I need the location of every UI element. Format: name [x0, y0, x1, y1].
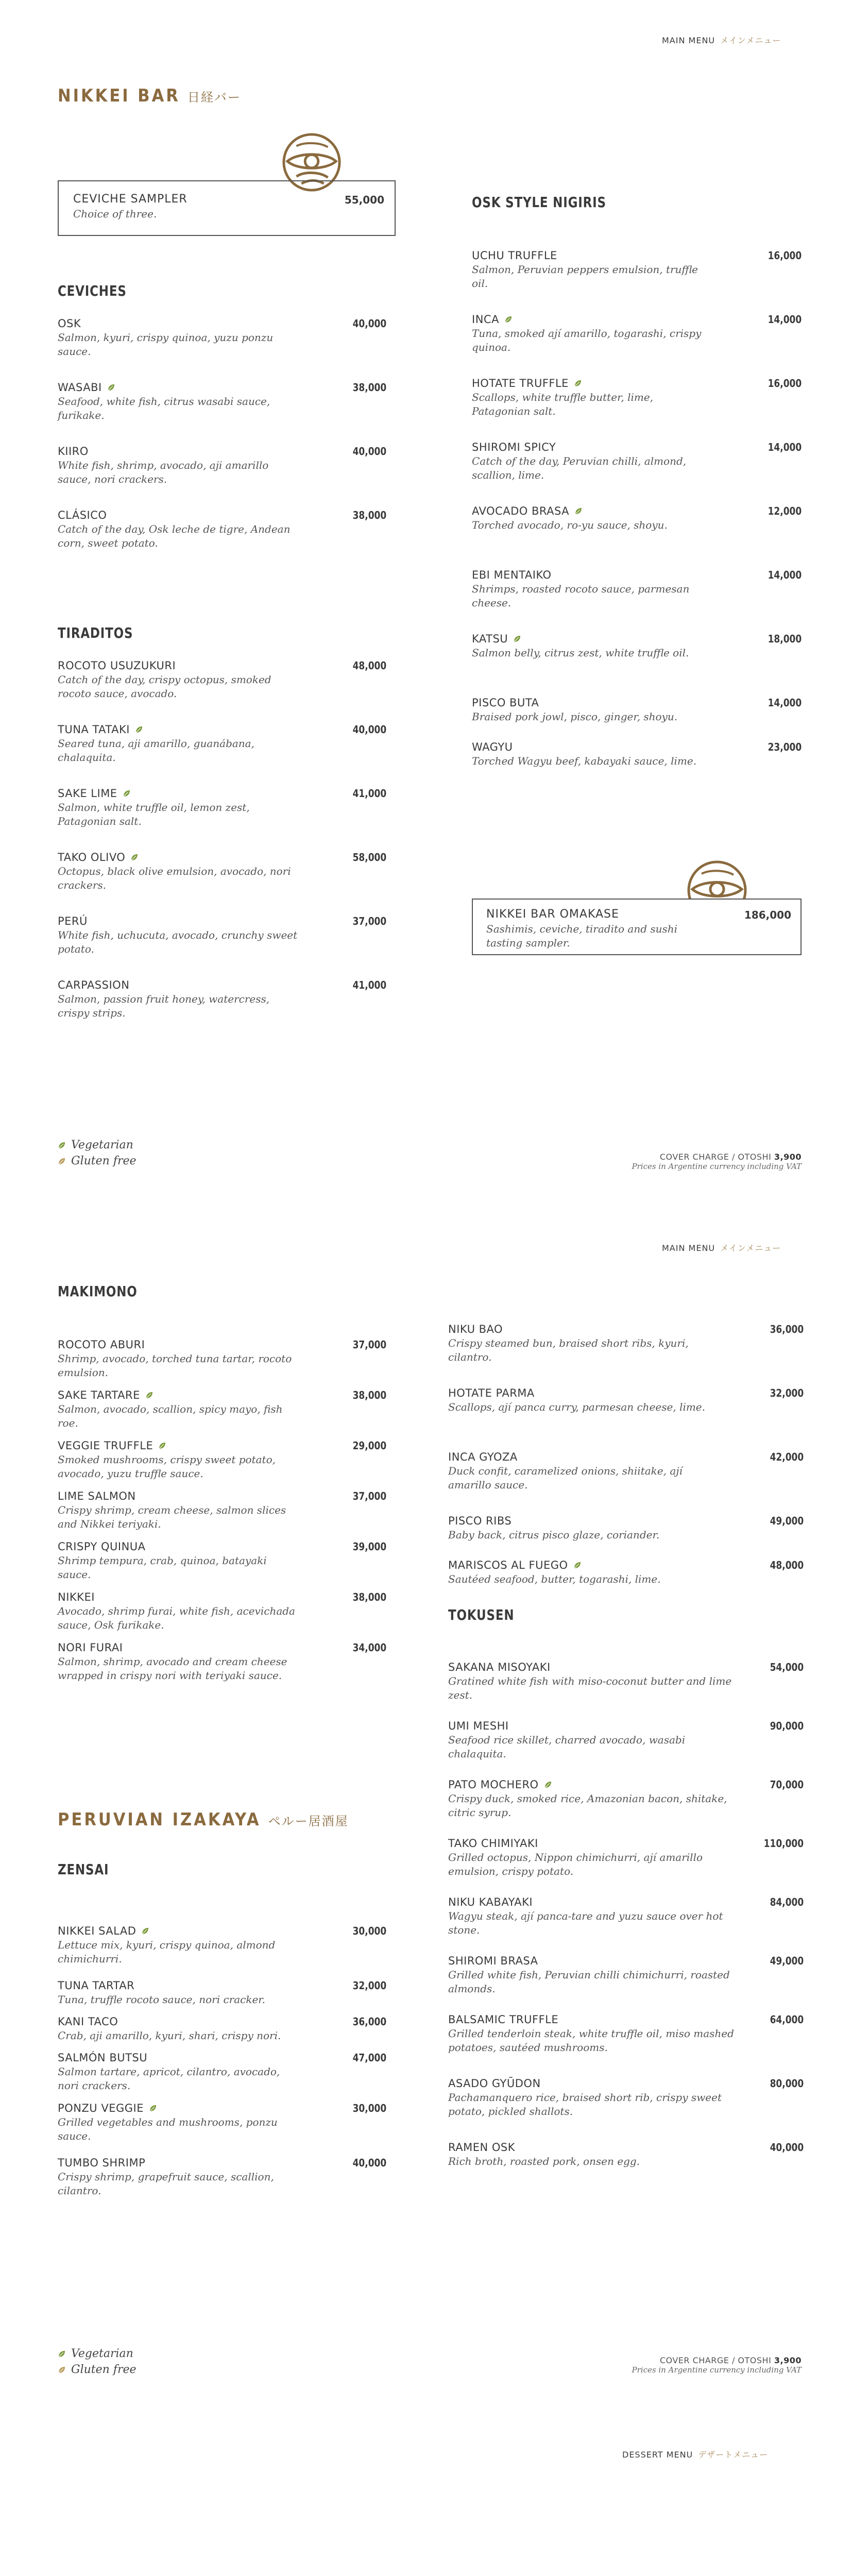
- menu-item-desc: Braised pork jowl, pisco, ginger, shoyu.: [472, 710, 678, 723]
- menu-item-name: [448, 1661, 804, 1673]
- menu-item-price: 36,000: [352, 2015, 386, 2028]
- vegetarian-leaf-icon: [158, 1442, 166, 1450]
- menu-item-desc: Duck confit, caramelized onions, shiitake, ají amarillo sauce.: [448, 1465, 683, 1491]
- menu-item-name-text: KANI TACO: [58, 2015, 118, 2028]
- legend: [58, 1139, 137, 1167]
- gluten-free-leaf-icon: [58, 1157, 66, 1165]
- legend-veg-label: Vegetarian: [71, 1139, 133, 1151]
- menu-item-desc: Rich broth, roasted pork, onsen egg.: [448, 2155, 640, 2167]
- omakase-box: [472, 899, 802, 955]
- menu-item-name: [58, 787, 386, 800]
- menu-item-price: 70,000: [770, 1778, 804, 1791]
- nigiris-heading: OSK STYLE NIGIRIS: [472, 194, 606, 211]
- menu-item-desc: Tuna, truffle rocoto sauce, nori cracker.: [58, 1993, 266, 2006]
- menu-item-desc: White fish, uchucuta, avocado, crunchy sweet potato.: [58, 929, 298, 955]
- menu-item-name: [58, 381, 386, 394]
- menu-item-desc: Salmon, white truffle oil, lemon zest, Patagonian salt.: [58, 801, 250, 827]
- menu-item-name-text: WAGYU: [472, 741, 513, 753]
- menu-item: [58, 915, 386, 956]
- menu-item-name: [58, 1389, 386, 1401]
- menu-item-name: [58, 317, 386, 330]
- menu-item-price: 37,000: [352, 1490, 386, 1502]
- menu-item: [472, 741, 802, 768]
- menu-item: [58, 1338, 386, 1380]
- menu-item-desc: Gratined white fish with miso-coconut butter and lime zest.: [448, 1675, 732, 1701]
- omakase-price: 186,000: [744, 909, 791, 921]
- menu-item: [448, 1387, 804, 1414]
- menu-item-name-text: PISCO RIBS: [448, 1515, 512, 1527]
- menu-item-price: 36,000: [770, 1323, 804, 1335]
- menu-item-price: 30,000: [352, 1925, 386, 1937]
- menu-item-name: [472, 313, 802, 326]
- vegetarian-leaf-icon: [107, 383, 115, 392]
- menu-item-name-text: CLÁSICO: [58, 509, 107, 521]
- peruvian-izakaya-title: [58, 1809, 349, 1830]
- menu-item: [448, 2141, 804, 2168]
- menu-item-name-text: SAKANA MISOYAKI: [448, 1661, 551, 1673]
- menu-item-price: 49,000: [770, 1515, 804, 1527]
- menu-item: [472, 441, 802, 482]
- menu-item-desc: Scallops, white truffle butter, lime, Patagonian salt.: [472, 391, 654, 417]
- menu-item-desc: Salmon, avocado, scallion, spicy mayo, fish roe.: [58, 1403, 283, 1429]
- tokusen-heading: TOKUSEN: [448, 1606, 515, 1623]
- menu-item-name-text: TAKO CHIMIYAKI: [448, 1837, 538, 1850]
- menu-item-name: [58, 2015, 386, 2028]
- menu-item: [472, 505, 802, 532]
- menu-item: [472, 377, 802, 418]
- nav-label[interactable]: DESSERT MENU: [622, 2450, 693, 2460]
- omakase-desc: Sashimis, ceviche, tiradito and sushi tasting sampler.: [486, 923, 678, 949]
- menu-item-name-text: KATSU: [472, 633, 508, 645]
- menu-item-price: 49,000: [770, 1955, 804, 1967]
- legend-2: [58, 2347, 137, 2376]
- cover-charge: [544, 1152, 802, 1171]
- menu-item-name: [472, 377, 802, 389]
- menu-item-name-text: PERÚ: [58, 915, 88, 927]
- menu-item-desc: Salmon, kyuri, crispy quinoa, yuzu ponzu sauce.: [58, 331, 274, 358]
- menu-item-price: 64,000: [770, 2013, 804, 2026]
- menu-item-name: [472, 741, 802, 753]
- menu-item-price: 40,000: [352, 445, 386, 457]
- main-menu-nav-2[interactable]: [662, 1242, 781, 1253]
- menu-item-name-text: UMI MESHI: [448, 1720, 509, 1732]
- ceviche-sampler-price: 55,000: [344, 194, 384, 206]
- main-menu-nav[interactable]: [662, 34, 781, 46]
- menu-item-name: [448, 1387, 804, 1399]
- menu-item: [472, 313, 802, 354]
- menu-item-name: [58, 659, 386, 672]
- menu-item: [58, 1979, 386, 2007]
- menu-item: [448, 1837, 804, 1878]
- menu-item-name: [448, 1720, 804, 1732]
- menu-item-desc: Catch of the day, Peruvian chilli, almond, scallion, lime.: [472, 455, 687, 481]
- menu-item-desc: Baby back, citrus pisco glaze, coriander.: [448, 1529, 660, 1541]
- menu-item-name: [448, 1451, 804, 1463]
- vegetarian-leaf-icon: [123, 789, 131, 798]
- vegetarian-leaf-icon: [58, 2350, 66, 2358]
- menu-item-name-text: SAKE LIME: [58, 787, 117, 800]
- menu-item-name: [472, 569, 802, 581]
- menu-item-price: 39,000: [352, 1540, 386, 1553]
- menu-item: [58, 979, 386, 1020]
- menu-item-name: [472, 249, 802, 262]
- menu-item-name: [58, 1979, 386, 1992]
- menu-item-desc: Seafood, white fish, citrus wasabi sauce, furikake.: [58, 395, 270, 421]
- menu-item-name: [472, 697, 802, 709]
- nav-label[interactable]: MAIN MENU: [662, 36, 715, 45]
- menu-item-desc: Salmon tartare, apricot, cilantro, avocado, nori crackers.: [58, 2065, 280, 2092]
- menu-item-name-text: EBI MENTAIKO: [472, 569, 552, 581]
- menu-item-price: 38,000: [352, 509, 386, 521]
- menu-item-name: [448, 1778, 804, 1791]
- menu-item-name: [58, 1490, 386, 1502]
- menu-item: [472, 633, 802, 660]
- menu-item-price: 40,000: [352, 723, 386, 736]
- menu-item-desc: Pachamanquero rice, braised short rib, crispy sweet potato, pickled shallots.: [448, 2091, 722, 2117]
- nav-label[interactable]: MAIN MENU: [662, 1243, 715, 1253]
- menu-item-desc: Grilled octopus, Nippon chimichurri, ají amarillo emulsion, crispy potato.: [448, 1851, 703, 1877]
- cover-label: COVER CHARGE / OTOSHI: [659, 2355, 772, 2365]
- cover-label: COVER CHARGE / OTOSHI: [659, 1152, 772, 1162]
- menu-item-name-text: ASADO GYŪDON: [448, 2077, 541, 2090]
- menu-item-price: 38,000: [352, 1389, 386, 1401]
- menu-item-name: [472, 633, 802, 645]
- omakase-name: NIKKEI BAR OMAKASE: [486, 908, 619, 921]
- menu-item: [58, 381, 386, 422]
- menu-item: [472, 249, 802, 291]
- menu-item-name-text: SALMÓN BUTSU: [58, 2052, 148, 2064]
- legend-veg-label: Vegetarian: [71, 2347, 133, 2360]
- menu-item: [448, 1515, 804, 1542]
- menu-item: [448, 1720, 804, 1761]
- menu-item-name-text: ROCOTO USUZUKURI: [58, 659, 176, 672]
- tiraditos-heading: TIRADITOS: [58, 624, 133, 641]
- zensai-heading: ZENSAI: [58, 1861, 109, 1878]
- menu-item-price: 12,000: [768, 505, 802, 517]
- menu-item: [58, 1641, 386, 1683]
- menu-item-price: 14,000: [768, 697, 802, 709]
- menu-item-price: 41,000: [352, 787, 386, 800]
- menu-item-desc: White fish, shrimp, avocado, aji amarillo sauce, nori crackers.: [58, 459, 269, 485]
- menu-item-name-text: NIKKEI: [58, 1591, 95, 1603]
- menu-item-price: 16,000: [768, 249, 802, 262]
- menu-item: [472, 569, 802, 610]
- menu-item-name-text: RAMEN OSK: [448, 2141, 516, 2154]
- menu-item-name: [58, 979, 386, 991]
- menu-item-price: 41,000: [352, 979, 386, 991]
- menu-item: [58, 1540, 386, 1582]
- menu-item-desc: Tuna, smoked ají amarillo, togarashi, crispy quinoa.: [472, 327, 702, 353]
- menu-item: [58, 1439, 386, 1481]
- menu-item-desc: Salmon, shrimp, avocado and cream cheese wrapped in crispy nori with teriyaki sauce.: [58, 1655, 287, 1682]
- prices-note: Prices in Argentine currency including VAT: [632, 1162, 802, 1171]
- brand-title: NIKKEI BAR: [58, 86, 180, 106]
- menu-item-name-text: NIKU KABAYAKI: [448, 1896, 533, 1908]
- menu-item-name-text: MARISCOS AL FUEGO: [448, 1559, 568, 1571]
- menu-item-price: 42,000: [770, 1451, 804, 1463]
- menu-item-name: [448, 2013, 804, 2026]
- cover-charge-line: [544, 2355, 802, 2365]
- vegetarian-leaf-icon: [574, 507, 583, 515]
- vegetarian-leaf-icon: [58, 1141, 66, 1149]
- legend-gf-label: Gluten free: [71, 2363, 137, 2376]
- menu-item-name-text: ROCOTO ABURI: [58, 1338, 145, 1351]
- menu-item-name-text: AVOCADO BRASA: [472, 505, 570, 517]
- menu-item-name-text: BALSAMIC TRUFFLE: [448, 2013, 559, 2026]
- menu-item-name: [448, 1323, 804, 1335]
- menu-item-desc: Scallops, ají panca curry, parmesan cheese, lime.: [448, 1401, 706, 1413]
- menu-item-name-text: TUNA TATAKI: [58, 723, 130, 736]
- menu-item: [58, 317, 386, 359]
- menu-item-desc: Octopus, black olive emulsion, avocado, nori crackers.: [58, 865, 291, 891]
- menu-item-name-text: LIME SALMON: [58, 1490, 136, 1502]
- menu-item-price: 23,000: [768, 741, 802, 753]
- menu-item-price: 40,000: [352, 317, 386, 330]
- menu-item: [58, 1591, 386, 1632]
- menu-item: [472, 697, 802, 724]
- menu-item: [448, 2077, 804, 2119]
- menu-item-desc: Catch of the day, Osk leche de tigre, Andean corn, sweet potato.: [58, 523, 291, 549]
- menu-item-name-text: INCA: [472, 313, 499, 326]
- izakaya-title-jp: ペルー居酒屋: [268, 1814, 349, 1828]
- menu-item-desc: Grilled tenderloin steak, white truffle oil, miso mashed potatoes, sautéed mushrooms.: [448, 2027, 734, 2054]
- menu-item-desc: Seared tuna, aji amarillo, guanábana, chalaquita.: [58, 737, 254, 764]
- menu-item-name-text: TUNA TARTAR: [58, 1979, 135, 1992]
- makimono-heading: MAKIMONO: [58, 1283, 138, 1300]
- menu-item-price: 54,000: [770, 1661, 804, 1673]
- menu-item-desc: Wagyu steak, ají panca-tare and yuzu sauce over hot stone.: [448, 1910, 723, 1936]
- menu-item-desc: Grilled white fish, Peruvian chilli chimichurri, roasted almonds.: [448, 1969, 730, 1995]
- menu-item-price: 40,000: [770, 2141, 804, 2154]
- brand-title-jp: 日経バー: [187, 90, 241, 105]
- menu-item-price: 14,000: [768, 313, 802, 326]
- menu-item: [58, 851, 386, 892]
- vegetarian-leaf-icon: [145, 1391, 154, 1399]
- menu-item-name-text: CRISPY QUINUA: [58, 1540, 146, 1553]
- menu-item-name-text: PISCO BUTA: [472, 697, 539, 709]
- menu-item-name: [58, 1338, 386, 1351]
- ceviche-sampler-name: CEVICHE SAMPLER: [73, 193, 188, 206]
- menu-item-name-text: OSK: [58, 317, 81, 330]
- menu-item-price: 110,000: [763, 1837, 804, 1850]
- menu-item-name-text: WASABI: [58, 381, 102, 394]
- menu-item-name: [472, 441, 802, 453]
- menu-item-price: 38,000: [352, 1591, 386, 1603]
- menu-item-price: 29,000: [352, 1439, 386, 1452]
- menu-item: [58, 509, 386, 550]
- vegetarian-leaf-icon: [573, 1561, 582, 1569]
- menu-item: [448, 1451, 804, 1492]
- menu-item-name: [58, 1641, 386, 1654]
- vegetarian-leaf-icon: [544, 1781, 552, 1789]
- cover-charge-line: [544, 1152, 802, 1162]
- menu-item-price: 32,000: [770, 1387, 804, 1399]
- vegetarian-leaf-icon: [135, 725, 143, 734]
- menu-item-name: [448, 1515, 804, 1527]
- menu-item-price: 14,000: [768, 441, 802, 453]
- gluten-free-leaf-icon: [58, 2366, 66, 2374]
- prices-note: Prices in Argentine currency including VAT: [632, 2365, 802, 2375]
- menu-item: [448, 2013, 804, 2055]
- menu-item: [58, 2102, 386, 2143]
- menu-item-name-text: UCHU TRUFFLE: [472, 249, 557, 262]
- dessert-menu-nav[interactable]: [622, 2448, 768, 2460]
- menu-item-name-text: NORI FURAI: [58, 1641, 123, 1654]
- menu-item-desc: Lettuce mix, kyuri, crispy quinoa, almond chimichurri.: [58, 1939, 276, 1965]
- menu-item-name: [58, 445, 386, 457]
- menu-item-price: 47,000: [352, 2052, 386, 2064]
- menu-item-desc: Shrimps, roasted rocoto sauce, parmesan cheese.: [472, 583, 690, 609]
- vegetarian-leaf-icon: [149, 2104, 157, 2112]
- menu-item-price: 16,000: [768, 377, 802, 389]
- menu-item-name: [448, 1896, 804, 1908]
- menu-item-name-text: PONZU VEGGIE: [58, 2102, 144, 2114]
- menu-item-price: 48,000: [770, 1559, 804, 1571]
- menu-item: [448, 1955, 804, 1996]
- menu-item-name-text: VEGGIE TRUFFLE: [58, 1439, 154, 1452]
- legend-gf-label: Gluten free: [71, 1155, 137, 1167]
- menu-item-desc: Torched avocado, ro-yu sauce, shoyu.: [472, 519, 668, 531]
- menu-item-name-text: CARPASSION: [58, 979, 130, 991]
- menu-item-desc: Torched Wagyu beef, kabayaki sauce, lime.: [472, 755, 697, 767]
- menu-item-name: [58, 915, 386, 927]
- menu-item-desc: Crispy duck, smoked rice, Amazonian bacon, shitake, citric syrup.: [448, 1792, 727, 1819]
- menu-item-price: 37,000: [352, 915, 386, 927]
- menu-item-desc: Salmon, passion fruit honey, watercress, crispy strips.: [58, 993, 270, 1019]
- menu-item: [58, 1925, 386, 1966]
- nav-label-jp[interactable]: メインメニュー: [720, 1243, 781, 1253]
- menu-item-price: 84,000: [770, 1896, 804, 1908]
- menu-item-name-text: KIIRO: [58, 445, 89, 457]
- legend-gluten-free: [58, 1155, 137, 1167]
- menu-item-price: 34,000: [352, 1641, 386, 1654]
- menu-item-name: [448, 1837, 804, 1850]
- menu-item-desc: Crispy shrimp, grapefruit sauce, scallion, cilantro.: [58, 2171, 274, 2197]
- menu-item-name-text: HOTATE TRUFFLE: [472, 377, 569, 389]
- menu-item: [58, 2157, 386, 2198]
- menu-item-desc: Crispy steamed bun, braised short ribs, kyuri, cilantro.: [448, 1337, 689, 1363]
- menu-item-name-text: INCA GYOZA: [448, 1451, 518, 1463]
- legend-vegetarian: [58, 1139, 137, 1151]
- cover-price: 3,900: [774, 1152, 802, 1162]
- menu-item: [448, 1559, 804, 1586]
- legend-gluten-free: [58, 2363, 137, 2376]
- nav-label-jp[interactable]: メインメニュー: [720, 36, 781, 45]
- cover-charge-2: [544, 2355, 802, 2375]
- menu-item-desc: Salmon belly, citrus zest, white truffle oil.: [472, 647, 689, 659]
- menu-item-name: [448, 2141, 804, 2154]
- menu-item-price: 48,000: [352, 659, 386, 672]
- menu-item-price: 32,000: [352, 1979, 386, 1992]
- menu-item-name: [58, 2052, 386, 2064]
- menu-item-desc: Avocado, shrimp furai, white fish, acevichada sauce, Osk furikake.: [58, 1605, 295, 1631]
- menu-item-name-text: PATO MOCHERO: [448, 1778, 539, 1791]
- menu-item-desc: Crab, aji amarillo, kyuri, shari, crispy nori.: [58, 2029, 281, 2042]
- menu-item-desc: Seafood rice skillet, charred avocado, wasabi chalaquita.: [448, 1734, 686, 1760]
- nikkei-bar-title: [58, 86, 241, 106]
- menu-item-desc: Shrimp, avocado, torched tuna tartar, rocoto emulsion.: [58, 1352, 292, 1379]
- vegetarian-leaf-icon: [130, 853, 139, 861]
- menu-item-desc: Shrimp tempura, crab, quinoa, batayaki sauce.: [58, 1554, 267, 1581]
- menu-item: [58, 2052, 386, 2093]
- menu-item-name-text: TAKO OLIVO: [58, 851, 126, 863]
- menu-item-price: 58,000: [352, 851, 386, 863]
- menu-item: [448, 1778, 804, 1820]
- menu-item-name-text: TUMBO SHRIMP: [58, 2157, 146, 2169]
- menu-item: [448, 1661, 804, 1702]
- menu-item: [58, 1389, 386, 1430]
- vegetarian-leaf-icon: [504, 315, 513, 324]
- menu-item-name-text: SHIROMI BRASA: [448, 1955, 538, 1967]
- menu-item: [58, 787, 386, 828]
- nav-label-jp[interactable]: デザートメニュー: [698, 2450, 769, 2460]
- ceviche-sampler-desc: Choice of three.: [73, 208, 157, 220]
- menu-item-desc: Sautéed seafood, butter, togarashi, lime.: [448, 1573, 661, 1585]
- menu-item-name-text: NIKU BAO: [448, 1323, 503, 1335]
- menu-item-desc: Grilled vegetables and mushrooms, ponzu sauce.: [58, 2116, 278, 2142]
- menu-item-desc: Salmon, Peruvian peppers emulsion, truffle oil.: [472, 263, 698, 290]
- menu-item-name: [448, 1955, 804, 1967]
- menu-item-name: [58, 1540, 386, 1553]
- menu-item-price: 37,000: [352, 1338, 386, 1351]
- menu-item-name-text: SAKE TARTARE: [58, 1389, 140, 1401]
- menu-item-name: [58, 1439, 386, 1452]
- menu-item-price: 30,000: [352, 2102, 386, 2114]
- menu-item-name: [58, 2102, 386, 2114]
- menu-item-price: 90,000: [770, 1720, 804, 1732]
- menu-item: [58, 445, 386, 486]
- menu-item: [448, 1896, 804, 1937]
- menu-item-name: [58, 1925, 386, 1937]
- menu-item-desc: Crispy shrimp, cream cheese, salmon slices and Nikkei teriyaki.: [58, 1504, 286, 1530]
- vegetarian-leaf-icon: [141, 1927, 149, 1935]
- menu-item: [58, 659, 386, 701]
- menu-item-desc: Smoked mushrooms, crispy sweet potato, avocado, yuzu truffle sauce.: [58, 1453, 276, 1480]
- menu-item-name: [58, 851, 386, 863]
- vegetarian-leaf-icon: [513, 635, 521, 643]
- menu-item-price: 40,000: [352, 2157, 386, 2169]
- menu-item-price: 18,000: [768, 633, 802, 645]
- menu-item-name-text: SHIROMI SPICY: [472, 441, 556, 453]
- menu-item-name: [448, 2077, 804, 2090]
- menu-item-desc: Catch of the day, crispy octopus, smoked rocoto sauce, avocado.: [58, 673, 271, 700]
- menu-item-name: [58, 723, 386, 736]
- vegetarian-leaf-icon: [574, 379, 582, 387]
- menu-item: [58, 1490, 386, 1531]
- ceviche-sampler-box: [58, 180, 396, 236]
- menu-item-price: 14,000: [768, 569, 802, 581]
- menu-item: [448, 1323, 804, 1364]
- menu-item-price: 80,000: [770, 2077, 804, 2090]
- menu-item: [58, 2015, 386, 2043]
- menu-item-name: [58, 1591, 386, 1603]
- menu-item-name-text: HOTATE PARMA: [448, 1387, 535, 1399]
- cover-price: 3,900: [774, 2355, 802, 2365]
- izakaya-title: PERUVIAN IZAKAYA: [58, 1809, 261, 1830]
- menu-item-name: [58, 2157, 386, 2169]
- legend-vegetarian: [58, 2347, 137, 2360]
- menu-item-name: [58, 509, 386, 521]
- menu-item-name: [448, 1559, 804, 1571]
- menu-item: [58, 723, 386, 765]
- menu-item-price: 38,000: [352, 381, 386, 394]
- menu-item-name-text: NIKKEI SALAD: [58, 1925, 137, 1937]
- ceviches-heading: CEVICHES: [58, 282, 127, 299]
- menu-item-name: [472, 505, 802, 517]
